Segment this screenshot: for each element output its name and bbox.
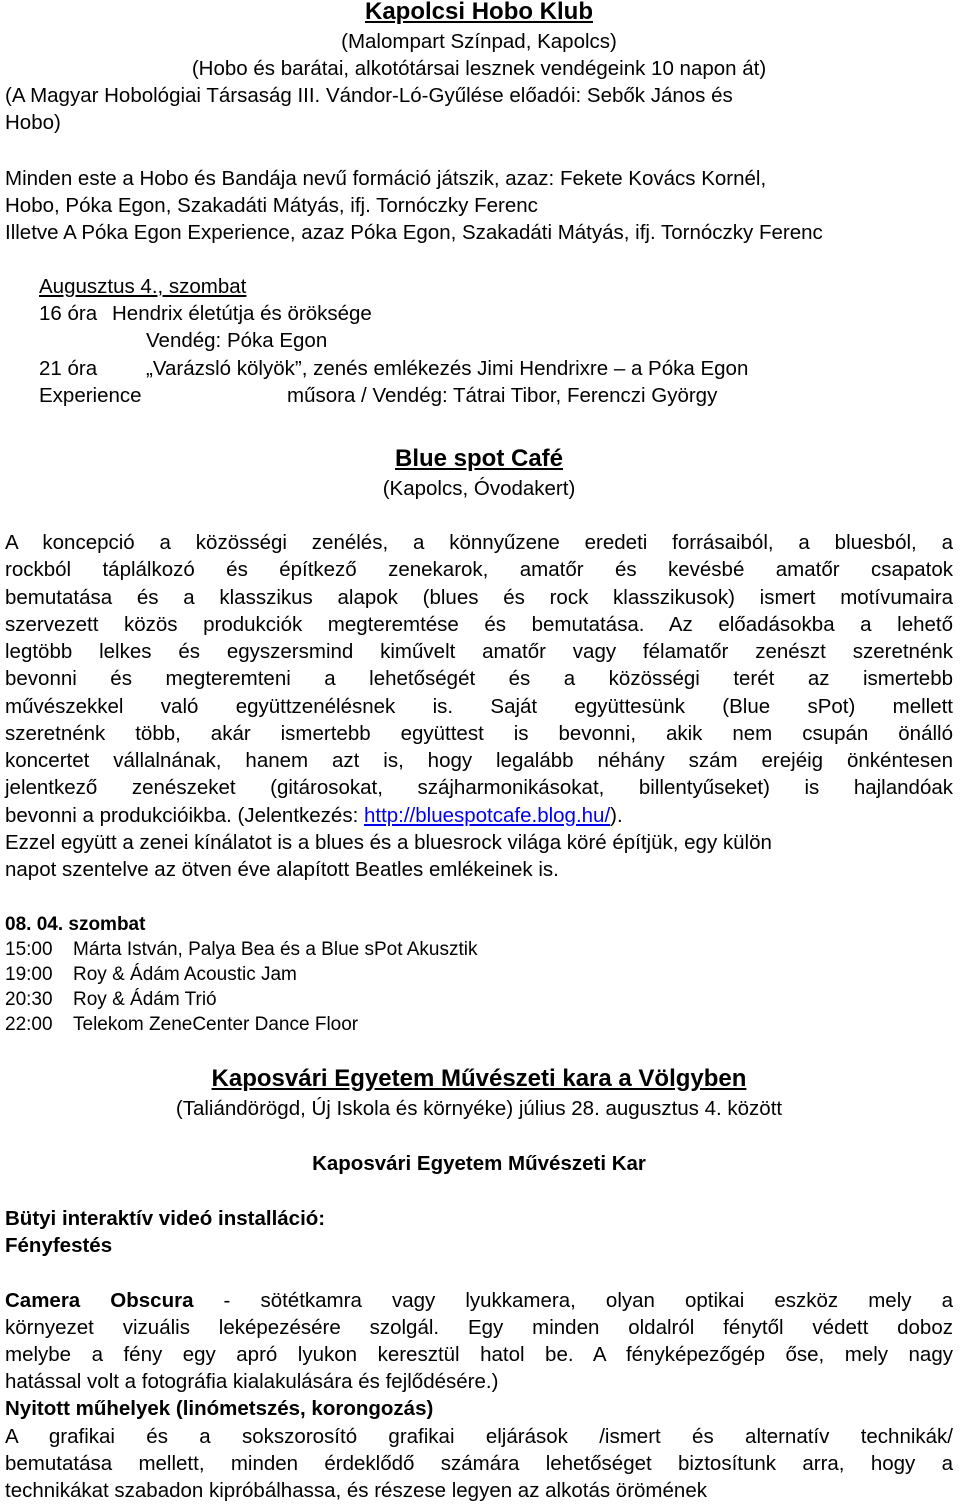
camera-obscura-text: - sötétkamra vagy lyukkamera, olyan optikai eszköz mely a <box>193 1289 953 1312</box>
paragraph-line: művészekkel való együttzenélésnek is. Saját együttesünk (Blue sPot) mellett <box>5 695 953 718</box>
program-video-installation: Bütyi interaktív videó installáció: <box>5 1207 326 1230</box>
schedule-act: Márta István, Palya Bea és a Blue sPot Akusztik <box>73 939 478 960</box>
schedule-time: 22:00 <box>5 1014 53 1035</box>
subtitle-faculty: Kaposvári Egyetem Művészeti Kar <box>312 1152 646 1175</box>
event1-guest: Vendég: Póka Egon <box>146 329 328 352</box>
event-date: Augusztus 4., szombat <box>39 275 247 298</box>
paragraph-line: technikákat szabadon kipróbálhassa, és részese legyen az alkotás örömének <box>5 1479 707 1502</box>
camera-obscura-heading: Camera Obscura <box>5 1289 194 1312</box>
paragraph-line: melybe a fény egy apró lyukon keresztül hatol be. A fényképezőgép őse, mely nagy <box>5 1343 953 1366</box>
paragraph-line: bemutatása és a klasszikus alapok (blues és rock klasszikusok) ismert motívumaira <box>5 586 953 609</box>
section-title-blue-spot: Blue spot Café <box>394 445 564 472</box>
schedule-act: Roy & Ádám Trió <box>73 989 217 1010</box>
paragraph-line: A koncepció a közösségi zenélés, a könnyűzene eredeti forrásaiból, a bluesból, a <box>5 531 953 554</box>
event2-guests: műsora / Vendég: Tátrai Tibor, Ferenczi György <box>287 384 718 407</box>
event1-time: 16 óra <box>39 302 98 325</box>
paragraph-line: hatással volt a fotográfia kialakulására és fejlődésére.) <box>5 1370 499 1393</box>
paragraph-line: koncertet vállalnának, hanem azt is, hogy legalább néhány szám erejéig önkéntesen <box>5 749 953 772</box>
subtitle-venue: (Malompart Színpad, Kapolcs) <box>341 30 617 53</box>
paragraph-line: környezet vizuális leképezésére szolgál. Egy minden oldalról fénytől védett doboz <box>5 1316 953 1339</box>
subtitle-society-line2: Hobo) <box>5 111 61 134</box>
subtitle-kaposvar-venue: (Taliándörögd, Új Iskola és környéke) július 28. augusztus 4. között <box>175 1097 783 1120</box>
schedule-date: 08. 04. szombat <box>5 914 146 935</box>
schedule-time: 19:00 <box>5 964 53 985</box>
paragraph-line: szervezett közös produkciók megteremtése és bemutatása. Az előadásokba a lehető <box>5 613 953 636</box>
paragraph-text: ). <box>610 804 623 827</box>
schedule-act: Roy & Ádám Acoustic Jam <box>73 964 297 985</box>
paragraph2-line2: napot szentelve az ötven éve alapított Beatles emlékeinek is. <box>5 858 559 881</box>
blog-link[interactable]: http://bluespotcafe.blog.hu/ <box>363 804 611 827</box>
paragraph-line: legtöbb lelkes és egyszersmind kiművelt amatőr vagy félamatőr zenészt szeretnénk <box>5 640 953 663</box>
subtitle-society-line1: (A Magyar Hobológiai Társaság III. Vándor-Ló-Gyűlése előadói: Sebők János és <box>5 84 733 107</box>
lineup-line3: Illetve A Póka Egon Experience, azaz Póka Egon, Szakadáti Mátyás, ifj. Tornóczky Ferenc <box>5 221 823 244</box>
event2-title: „Varázsló kölyök”, zenés emlékezés Jimi Hendrixre – a Póka Egon <box>146 357 749 380</box>
paragraph-line: bevonni és megteremteni a lehetőségét és a közösségi terét az ismertebb <box>5 667 953 690</box>
schedule-time: 15:00 <box>5 939 53 960</box>
program-open-workshops: Nyitott műhelyek (linómetszés, korongozás) <box>5 1397 434 1420</box>
camera-obscura-line1 <box>5 1291 953 1312</box>
lineup-line1: Minden este a Hobo és Bandája nevű formáció játszik, azaz: Fekete Kovács Kornél, <box>5 167 767 190</box>
paragraph-line: rockból táplálkozó és építkező zenekarok, amatőr és kevésbé amatőr csapatok <box>5 558 953 581</box>
paragraph-line-with-link <box>5 806 623 827</box>
paragraph-text: bevonni a produkcióikba. (Jelentkezés: <box>5 804 364 827</box>
event2-time: 21 óra <box>39 357 98 380</box>
paragraph-line: A grafikai és a sokszorosító grafikai eljárások /ismert és alternatív technikák/ <box>5 1425 953 1448</box>
paragraph-line: szeretnénk több, akár ismertebb együttest is bevonni, akik nem csupán önálló <box>5 722 953 745</box>
section-title-kaposvar: Kaposvári Egyetem Művészeti kara a Völgyben <box>211 1065 747 1092</box>
subtitle-blue-spot-venue: (Kapolcs, Óvodakert) <box>382 477 576 500</box>
event1-title: Hendrix életútja és öröksége <box>112 302 372 325</box>
event2-experience: Experience <box>39 384 142 407</box>
paragraph-line: bemutatása mellett, minden érdeklődő számára lehetőséget biztosítunk arra, hogy a <box>5 1452 953 1475</box>
subtitle-guests: (Hobo és barátai, alkotótársai lesznek vendégeink 10 napon át) <box>191 57 767 80</box>
lineup-line2: Hobo, Póka Egon, Szakadáti Mátyás, ifj. Tornóczky Ferenc <box>5 194 538 217</box>
schedule-time: 20:30 <box>5 989 53 1010</box>
schedule-act: Telekom ZeneCenter Dance Floor <box>73 1014 359 1035</box>
section-title-hobo-klub: Kapolcsi Hobo Klub <box>365 0 593 25</box>
program-light-painting: Fényfestés <box>5 1234 113 1257</box>
paragraph2-line1: Ezzel együtt a zenei kínálatot is a blues és a bluesrock világa köré építjük, egy külön <box>5 831 772 854</box>
paragraph-line: jelentkező zenészeket (gitárosokat, szájharmonikásokat, billentyűseket) is hajlandóak <box>5 776 953 799</box>
